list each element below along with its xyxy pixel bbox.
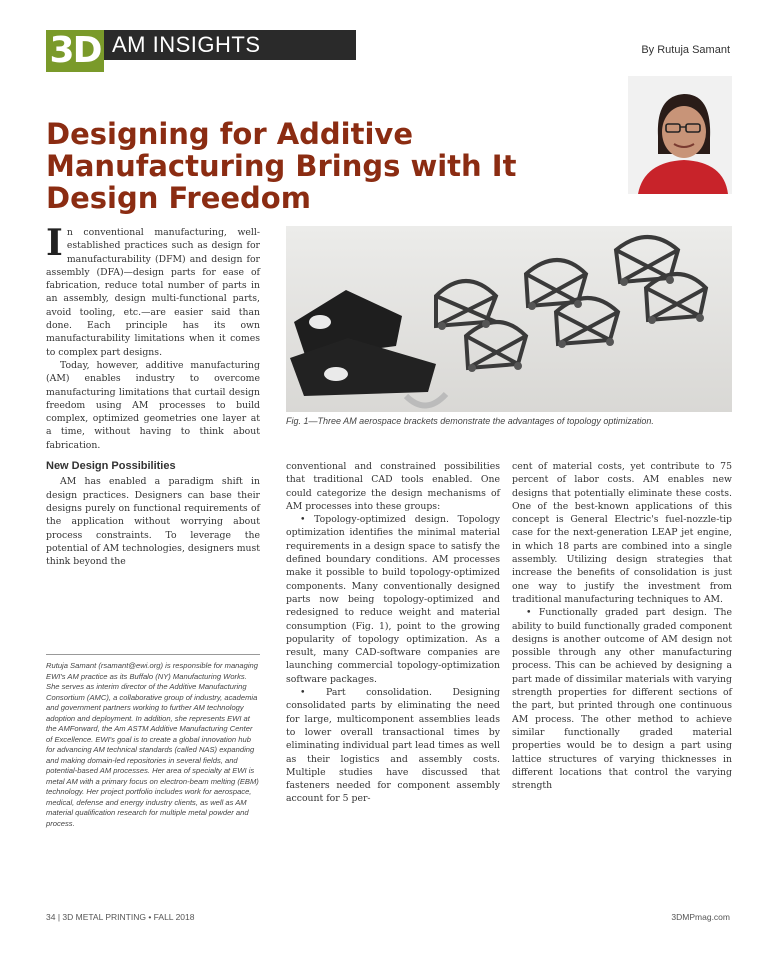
left-paragraph-3: AM has enabled a paradigm shift in design practices. Designers can base their designs purely on functional requirements of the application without worrying about process constraints. To leverage the potential of AM technologies, designers must think beyond the (46, 476, 260, 568)
right-column (512, 460, 732, 792)
right-paragraph-2: • Functionally graded part design. The ability to build functionally graded component designs is another outcome of AM design not possible through any other manufacturing process. This can be achieved by designing a part made of dissimilar materials with varying strength properties for different sections of the part, but printed through one continuous AM process. The other method to achieve similar functionally graded material properties would be to design a part using lattice structures of varying thicknesses in different locations that control the varying strength (512, 607, 732, 792)
section-title: AM INSIGHTS (112, 32, 261, 57)
byline: By Rutuja Samant (641, 44, 730, 56)
figure-caption: Fig. 1—Three AM aerospace brackets demonstrate the advantages of topology optimization. (286, 416, 654, 426)
right-paragraph-1: cent of material costs, yet contribute to 75 percent of labor costs. AM enables new designs that potentially eliminate these costs. One of the best-known applications of this concept is General Electric's fuel-nozzle-tip case for the next-generation LEAP jet engine, in which 18 parts are combined into a single assembly. Utilizing design strategies that increase the benefits of consolidation is just one way to justify the investment from traditional manufacturing techniques to AM. (512, 461, 732, 605)
3d-logo: 3D (46, 30, 104, 72)
article-title: Designing for Additive Manufacturing Brings with It Design Freedom (46, 117, 517, 215)
drop-cap: I (46, 222, 63, 264)
author-photo (628, 76, 732, 194)
subhead-new-design: New Design Possibilities (46, 460, 176, 473)
intro-paragraph-2: Today, however, additive manufacturing (AM) enables industry to overcome manufacturing limitations that curtail design freedom using AM processes to build complex, optimized geometries one layer at a time, without having to think about fabrication. (46, 359, 260, 451)
intro-paragraph-1: n conventional manufacturing, well-established practices such as design for manufacturability (DFM) and design for assembly (DFA)—design parts for ease of fabrication, reduce total number of parts in an assembly, design multi-functional parts, avoid tooling, etc.—are easier said than done. Each principle has its own manufacturability limitations when it comes to complex part designs. (46, 227, 260, 358)
mid-paragraph-2: • Topology-optimized design. Topology optimization identifies the minimal material requirements in a design space to satisfy the defined boundary conditions. AM processes make it possible to build topology-optimized components. Many conventionally designed parts now being topology-optimized and redesigned to reduce weight and material consumption (Fig. 1), point to the growing popularity of topology optimization. As a result, many CAD-software companies are launching commercial topology-optimization software packages. (286, 514, 500, 685)
middle-column (286, 460, 500, 806)
author-bio: Rutuja Samant (rsamant@ewi.org) is responsible for managing EWI's AM practice as its Buffalo (NY) Manufacturing Works. She serves as interim director of the Additive Manufacturing Consortium (AMC), a collaborative group of industry, academia and government partners working to further AM technology adoption and deployment. In addition, she represents EWI at the AMForward, the Am ASTM Additive Manufacturing Center of Excellence. EWI's goal is to create a global innovation hub for advancing AM technical standards (called NAS) expanding and making domain-led repositories in several fields, and potential-based AM processes. Her area of specialty at EWI is metal AM with a primary focus on electron-beam melting (EBM) technology. Her project portfolio includes work for aerospace, medical, defense and energy industry clients, as well as AM material qualification research for multiple metal powder and process. (46, 654, 260, 829)
mid-paragraph-3: • Part consolidation. Designing consolidated parts by eliminating the need for large, multicomponent assemblies leads to lower overall transactional times by eliminating individual part lead times as well as their logistics and assembly costs. Multiple studies have discussed that fasteners needed for component assembly account for 5 per- (286, 687, 500, 805)
brackets-illustration-icon (286, 226, 732, 412)
author-portrait-icon (628, 76, 732, 194)
footer-website: 3DMPmag.com (671, 912, 730, 922)
mid-paragraph-1: conventional and constrained possibilities that traditional CAD tools enabled. One could categorize the design mechanisms of AM processes into these groups: (286, 461, 500, 512)
figure-brackets-photo (286, 226, 732, 412)
left-column (46, 222, 260, 568)
footer-page-info: 34 | 3D METAL PRINTING • FALL 2018 (46, 912, 195, 922)
